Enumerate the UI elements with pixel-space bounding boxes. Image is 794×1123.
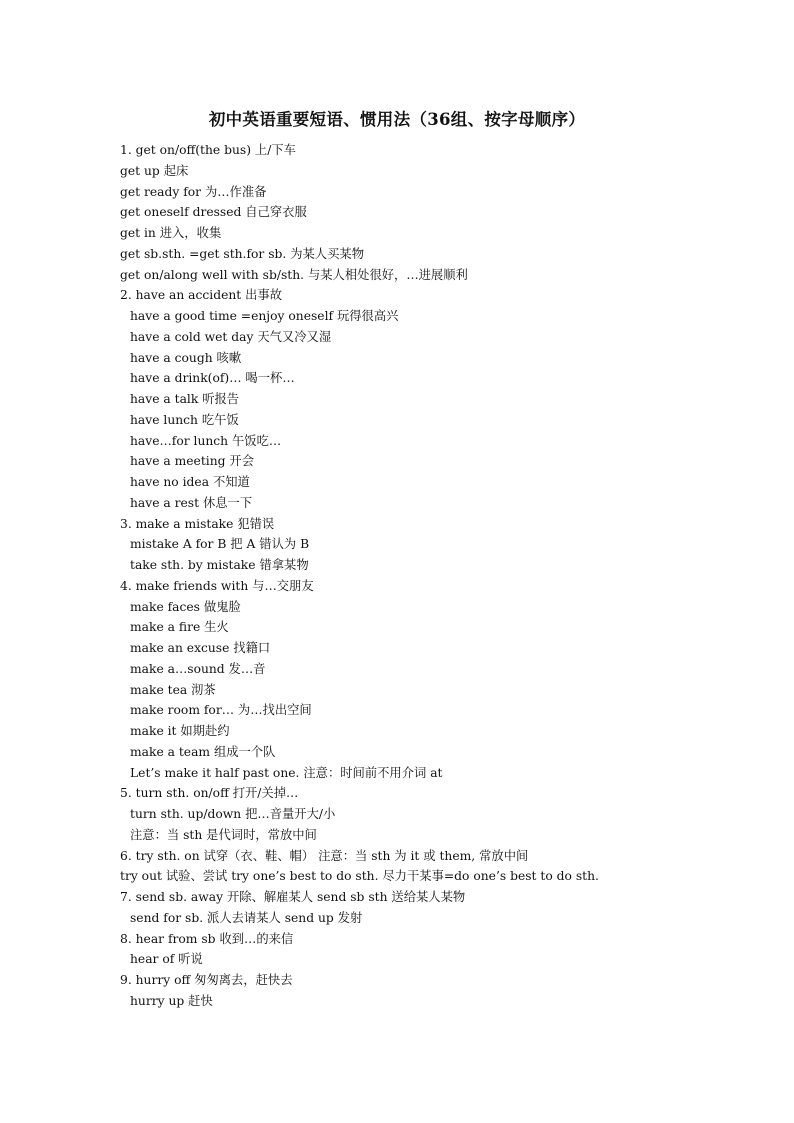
- phrase-line: 4. make friends with 与…交朋友: [120, 578, 314, 593]
- phrase-line: 7. send sb. away 开除、解雇某人 send sb sth 送给某人某物: [120, 890, 466, 904]
- phrase-line: have no idea 不知道: [130, 475, 250, 489]
- phrase-line: make room for… 为…找出空间: [130, 703, 312, 718]
- phrase-line: get sb.sth. =get sth.for sb. 为某人买某物: [120, 246, 364, 261]
- phrase-line: make a team 组成一个队: [130, 744, 276, 759]
- phrase-line: have a cold wet day 天气又冷又湿: [130, 329, 332, 344]
- phrase-line: have a cough 咳嗽: [130, 350, 242, 365]
- phrase-line: get in 进入，收集: [120, 226, 222, 240]
- phrase-line: turn sth. up/down 把…音量开大/小: [130, 807, 336, 821]
- phrase-line: have a drink(of)… 喝一杯…: [130, 371, 295, 386]
- phrase-line: send for sb. 派人去请某人 send up 发射: [130, 910, 363, 925]
- phrase-line: make a…sound 发…音: [130, 661, 266, 676]
- phrase-line: 注意：当 sth 是代词时，常放中间: [130, 827, 317, 842]
- phrase-line: 8. hear from sb 收到…的来信: [120, 931, 294, 946]
- phrase-line: make faces 做鬼脸: [130, 599, 241, 614]
- phrase-line: have a rest 休息一下: [130, 495, 253, 510]
- phrase-line: 3. make a mistake 犯错误: [120, 516, 275, 531]
- phrase-list: [120, 140, 720, 1012]
- phrase-line: make a fire 生火: [130, 620, 229, 635]
- phrase-line: 6. try sth. on 试穿（衣、鞋、帽） 注意：当 sth 为 it 或 them, 常放中间: [120, 848, 529, 863]
- phrase-line: have lunch 吃午饭: [130, 412, 239, 427]
- phrase-line: 2. have an accident 出事故: [120, 288, 283, 303]
- phrase-line: get on/along well with sb/sth. 与某人相处很好，…进展顺利: [120, 267, 468, 282]
- phrase-line: 5. turn sth. on/off 打开/关掉…: [120, 786, 299, 801]
- phrase-line: get up 起床: [120, 163, 189, 178]
- phrase-line: hurry up 赶快: [130, 993, 213, 1008]
- phrase-line: make tea 沏茶: [130, 682, 216, 697]
- phrase-line: Let’s make it half past one. 注意：时间前不用介词 at: [130, 765, 443, 780]
- phrase-line: try out 试验、尝试 try one’s best to do sth. 尽力干某事=do one’s best to do sth.: [120, 869, 599, 884]
- phrase-line: 9. hurry off 匆匆离去，赶快去: [120, 973, 293, 987]
- phrase-line: mistake A for B 把 A 错认为 B: [130, 537, 310, 552]
- phrase-line: hear of 听说: [130, 952, 203, 967]
- phrase-line: 1. get on/off(the bus) 上/下车: [120, 143, 296, 157]
- phrase-line: have…for lunch 午饭吃…: [130, 433, 282, 448]
- phrase-line: have a good time =enjoy oneself 玩得很高兴: [130, 309, 399, 323]
- phrase-line: take sth. by mistake 错拿某物: [130, 558, 309, 572]
- phrase-line: have a meeting 开会: [130, 454, 255, 469]
- phrase-line: get ready for 为…作准备: [120, 184, 267, 199]
- phrase-line: make it 如期赴约: [130, 724, 230, 738]
- phrase-line: get oneself dressed 自己穿衣服: [120, 205, 307, 220]
- page-title: 初中英语重要短语、惯用法（36组、按字母顺序）: [208, 110, 586, 129]
- phrase-line: make an excuse 找籍口: [130, 641, 271, 655]
- phrase-line: have a talk 听报告: [130, 392, 240, 406]
